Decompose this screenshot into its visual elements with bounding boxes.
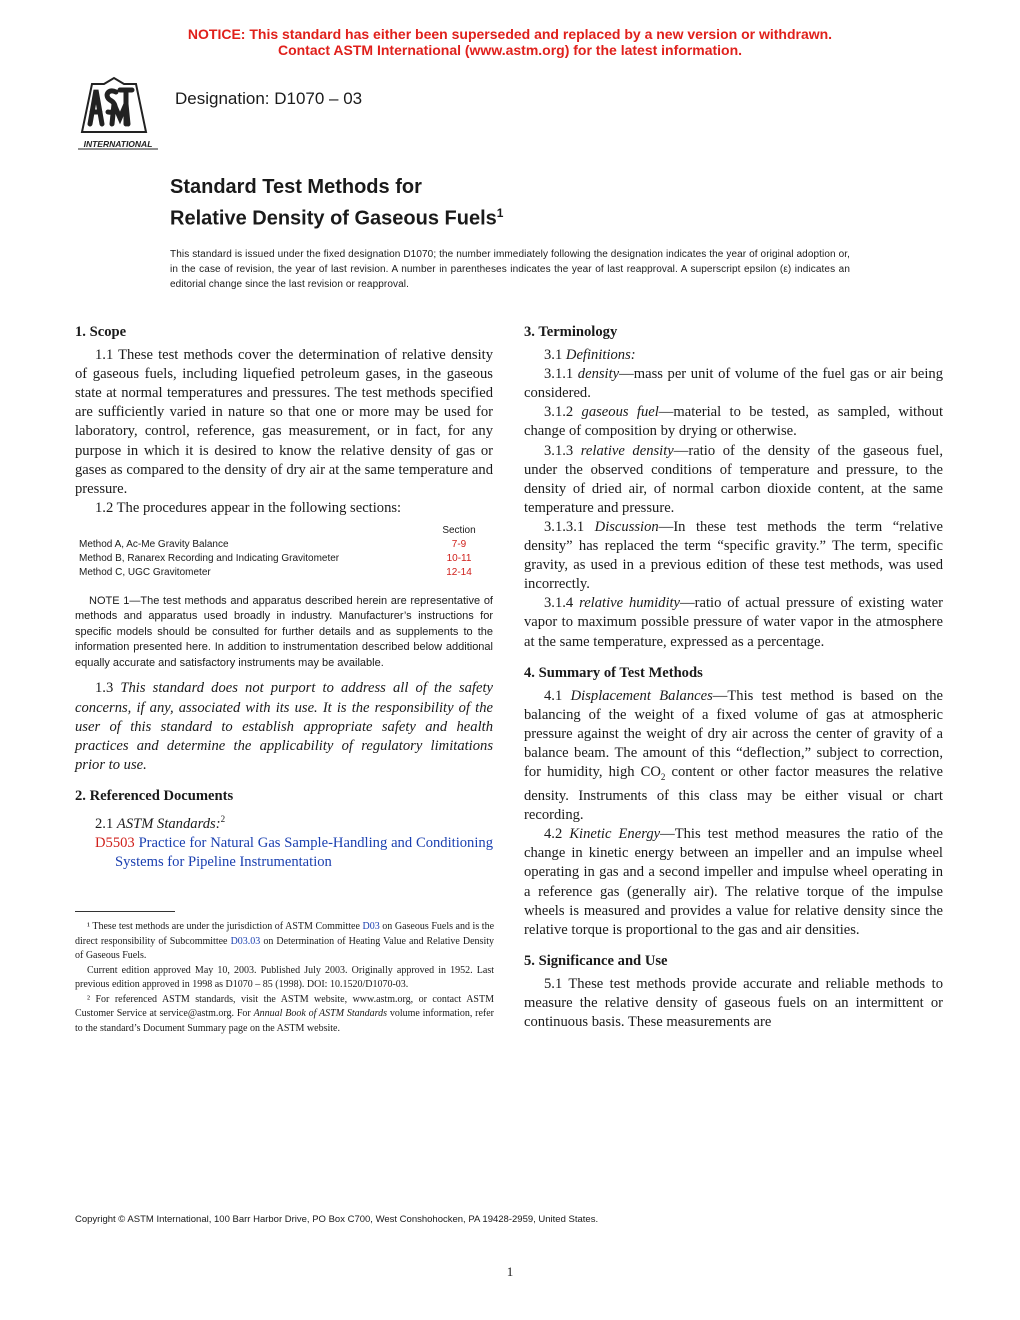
- notice-line-2: Contact ASTM International (www.astm.org) for the latest information.: [277, 42, 743, 58]
- term-relative-density: 3.1.3 relative density—ratio of the density of the gaseous fuel, under the observed conditions of temperature and pressure, to the density of dried air, of normal carbon dioxide content, at the same temperature and pressure.: [524, 442, 943, 516]
- referenced-doc: [95, 834, 493, 872]
- sections-table: [79, 524, 489, 580]
- designation: Designation: D1070 – 03: [175, 89, 363, 108]
- footnote-divider: [75, 911, 175, 912]
- footnote-1-edition: Current edition approved May 10, 2003. Published July 2003. Originally approved in 1952. Last previous edition approved in 1998 as D1070 – 85 (1998). DOI: 10.1520/D1070-03.: [75, 964, 494, 990]
- table-section-link[interactable]: 10-11: [446, 552, 472, 564]
- table-row: [79, 538, 489, 552]
- subcommittee-link[interactable]: D03.03: [230, 935, 261, 947]
- title-main: Relative Density of Gaseous Fuels: [170, 207, 497, 230]
- table-section-link[interactable]: 12-14: [446, 566, 472, 578]
- term-discussion: 3.1.3.1 Discussion—In these test methods the term “relative density” has replaced the term “specific gravity.” The term, specific gravity, as used in a previous edition of these test methods, was used incorrectly.: [524, 518, 943, 593]
- refs-heading: 2. Referenced Documents: [75, 787, 234, 804]
- doc-code-link[interactable]: D5503: [95, 834, 135, 851]
- committee-link[interactable]: D03: [362, 921, 380, 932]
- footnotes: [75, 920, 494, 1036]
- document-title: [170, 174, 503, 232]
- astm-logo: [74, 74, 162, 150]
- term-gaseous-fuel: 3.1.2 gaseous fuel—material to be tested, as sampled, without change of composition by drying or otherwise.: [524, 404, 944, 440]
- title-line-1: Standard Test Methods for: [170, 176, 422, 198]
- note-1: NOTE 1—The test methods and apparatus described herein are representative of methods and apparatus used broadly in industry. Manufacturer’s instructions for specific models should be consulted for further details and as supplements to the information presented here. In addition to instrumentation described below additional equally accurate and satisfactory instruments may be available.: [75, 594, 493, 669]
- doc-title-link[interactable]: Practice for Natural Gas Sample-Handling and Conditioning Systems for Pipeline Instrumentation: [115, 834, 493, 871]
- astm-logo-icon: [74, 74, 162, 150]
- scope-para-3: 1.3 This standard does not purport to address all of the safety concerns, if any, associated with its use. It is the responsibility of the user of this standard to establish appropriate safety and health practices and determine the applicability of regulatory limitations prior to use.: [75, 680, 493, 773]
- title-footnote-ref: 1: [496, 206, 504, 220]
- term-relative-humidity: 3.1.4 relative humidity—ratio of actual pressure of existing water vapor to maximum possible pressure of water vapor in the atmosphere at the same temperature, expressed as a percentage.: [524, 595, 943, 650]
- scope-para-1: 1.1 These test methods cover the determination of relative density of gaseous fuels, including liquefied petroleum gases, in the gaseous state at normal temperatures and pressures. The test methods specified are sufficiently varied in nature so that one or more may be used for laboratory, control, reference, gas measurement, or in fact, for any purpose in which it is desired to know the relative density of gas or gases as compared to the density of dry air at the same temperature and pressure.: [75, 347, 493, 497]
- table-row: [79, 552, 489, 566]
- table-header-section: Section: [442, 524, 476, 536]
- table-method: Method B, Ranarex Recording and Indicating Gravitometer: [79, 552, 340, 564]
- table-method: Method C, UGC Gravitometer: [79, 566, 211, 578]
- scope-para-2: 1.2 The procedures appear in the following sections:: [95, 499, 402, 516]
- term-density: 3.1.1 density—mass per unit of volume of the fuel gas or air being considered.: [524, 366, 943, 402]
- definitions-label: 3.1 Definitions:: [544, 347, 636, 364]
- issuance-statement: This standard is issued under the fixed designation D1070; the number immediately following the designation indicates the year of original adoption or, in the case of revision, the year of last revision. A number in parentheses indicates the year of last reapproval. A superscript epsilon (ε) indicates an editorial change since the last revision or reapproval.: [170, 249, 850, 290]
- significance-heading: 5. Significance and Use: [524, 952, 668, 969]
- summary-heading: 4. Summary of Test Methods: [524, 664, 703, 681]
- terminology-heading: 3. Terminology: [524, 324, 618, 340]
- notice-banner: [0, 26, 1020, 58]
- left-column: [75, 323, 493, 872]
- copyright: Copyright © ASTM International, 100 Barr Harbor Drive, PO Box C700, West Conshohocken, PA 19428-2959, United States.: [75, 1214, 599, 1225]
- summary-displacement: 4.1 Displacement Balances—This test method is based on the balancing of the weight of a fixed volume of gas at atmospheric pressure against the weight of dry air across the center of gravity of a balance beam. The amount of this “deflection,” subject to correction, for humidity, high $CO_2$ content or other factor measures the relative density. Instruments of this class may be either visual or chart recording.: [524, 687, 944, 824]
- refs-para-1: 2.1 ASTM Standards:$^2$: [95, 814, 226, 832]
- notice-line-1: NOTICE: This standard has either been superseded and replaced by a new version or withdrawn.: [187, 26, 833, 42]
- table-row: [79, 566, 489, 580]
- table-method: Method A, Ac-Me Gravity Balance: [79, 538, 229, 550]
- logo-label: INTERNATIONAL: [83, 139, 153, 149]
- significance-para-1: 5.1 These test methods provide accurate and reliable methods to measure the relative density of gaseous fuels on an intermittent or continuous basis. These measurements are: [524, 975, 943, 1031]
- summary-kinetic: 4.2 Kinetic Energy—This test method measures the ratio of the change in kinetic energy between an impeller and an impulse wheel operating in gas and a second impeller and impulse wheel operating in a reference gas (generally air). The relative torque of the impulse wheels is measured and provides a value for relative density since the relative torque is proportional to the gas and air densities.: [524, 826, 943, 938]
- table-section-link[interactable]: 7-9: [451, 538, 467, 550]
- right-column: [524, 323, 943, 1032]
- title-line-2: [170, 200, 503, 232]
- scope-heading: 1. Scope: [75, 324, 127, 340]
- footnote-2: ² For referenced ASTM standards, visit the ASTM website, www.astm.org, or contact ASTM Customer Service at service@astm.org. For Annual Book of ASTM Standards volume information, refer to the standard’s Document Summary page on the ASTM website.: [75, 993, 495, 1034]
- page-number: 1: [506, 1264, 514, 1279]
- footnote-1: ¹ These test methods are under the jurisdiction of ASTM Committee D03 on Gaseous Fuels and is the direct responsibility of Subcommittee D03.03 on Determination of Heating Value and Relative Density of Gaseous Fuels.: [75, 921, 495, 961]
